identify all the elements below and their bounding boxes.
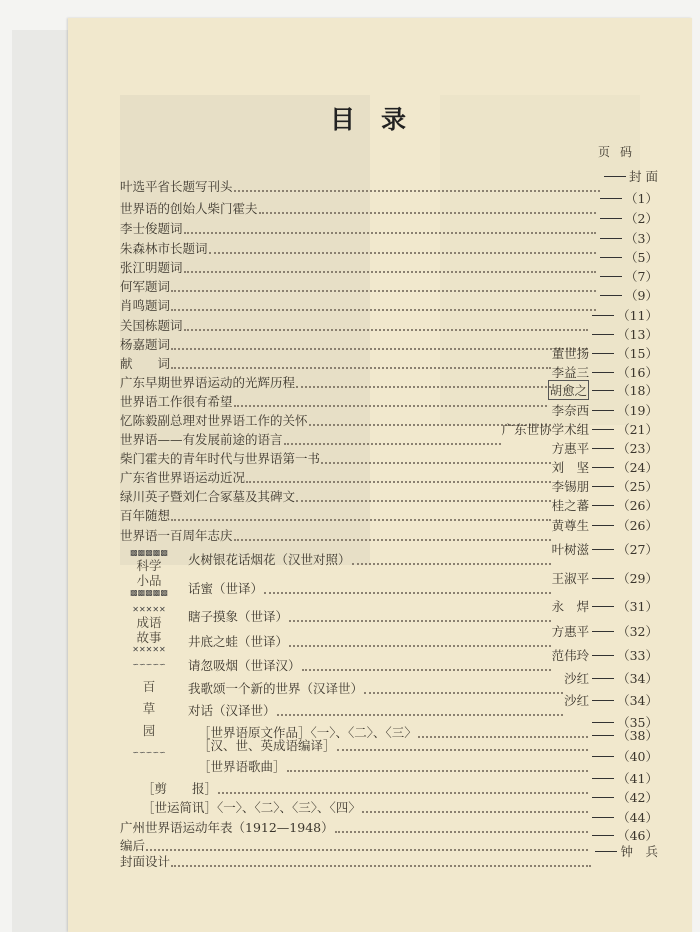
- toc-entry-title: ［世运简讯］〈一〉、〈二〉、〈三〉、〈四〉: [142, 800, 361, 815]
- toc-entry-page: （24）: [617, 460, 658, 475]
- toc-entry-title: 话蜜（世译）: [188, 581, 264, 596]
- toc-entry: [142, 790, 658, 816]
- toc-entry: [120, 288, 658, 314]
- toc-entry-title: 封面设计: [120, 854, 171, 869]
- ornament-icon: ▩▩▩▩▩: [130, 588, 168, 597]
- toc-entry: [120, 269, 658, 295]
- toc-entry-title: 我歌颂一个新的世界（汉译世）: [188, 681, 364, 696]
- toc-entry-ref: [597, 189, 658, 207]
- toc-entry-title: 井底之蛙（世译）: [188, 634, 289, 649]
- dash: [600, 295, 622, 296]
- toc-entry-title: 朱森林市长题词: [120, 241, 208, 256]
- toc-entry-ref: [552, 439, 658, 457]
- toc-entry-author: 方惠平: [551, 441, 590, 456]
- dot-leader: [171, 367, 551, 369]
- toc-entry-ref: [589, 306, 658, 324]
- toc-entry-page: （31）: [617, 599, 658, 614]
- dash: [600, 218, 622, 219]
- toc-entry-ref: [552, 622, 658, 640]
- dot-leader: [246, 481, 551, 483]
- toc-entry-page: （26）: [617, 498, 658, 513]
- toc-entry-title: 火树银花话烟花（汉世对照）: [188, 552, 351, 567]
- dash: [592, 631, 614, 632]
- toc-entry-ref: [552, 516, 658, 534]
- toc-entry-page: （15）: [617, 346, 658, 361]
- toc-entry-author: 王淑平: [551, 571, 590, 586]
- toc-entry: [188, 693, 658, 719]
- toc-entry-page: 封 面: [629, 169, 658, 184]
- toc-entry-ref: [589, 325, 658, 343]
- toc-entry-page: （1）: [625, 191, 658, 206]
- toc-entry-title: 肖鸣题词: [120, 298, 171, 313]
- toc-entry-author: 永 焊: [551, 599, 590, 614]
- dash: [592, 525, 614, 526]
- dash: [592, 578, 614, 579]
- section-label-text: 百草园: [142, 679, 156, 738]
- dash: [592, 429, 614, 430]
- toc-entry: [120, 828, 658, 854]
- toc-entry-ref: [597, 248, 658, 266]
- dot-leader: [337, 749, 589, 751]
- dash: [592, 549, 614, 550]
- dash: [592, 817, 614, 818]
- dash: [592, 606, 614, 607]
- dot-leader: [296, 500, 551, 502]
- toc-entry-page: （29）: [617, 571, 658, 586]
- dash: [600, 276, 622, 277]
- toc-entry-author: 桂之蕃: [551, 498, 590, 513]
- toc-entry-page: （3）: [625, 231, 658, 246]
- scan-background-strip: [12, 30, 70, 932]
- toc-entry-page: （26）: [617, 518, 658, 533]
- dot-leader: [302, 669, 551, 671]
- toc-entry-ref: [589, 808, 658, 826]
- toc-entry-author: 胡愈之: [548, 380, 590, 400]
- toc-entry-page: （23）: [617, 441, 658, 456]
- toc-entry-page: （21）: [617, 422, 658, 437]
- dash: [595, 851, 617, 852]
- toc-entry-title: 瞎子摸象（世译）: [188, 609, 289, 624]
- dot-leader: [296, 386, 551, 388]
- toc-entry-ref: [564, 669, 658, 687]
- toc-entry-page: （5）: [625, 250, 658, 265]
- dot-leader: [289, 620, 551, 622]
- toc-entry-page: （40）: [617, 749, 658, 764]
- dash: [592, 655, 614, 656]
- dot-leader: [184, 329, 589, 331]
- toc-entry: [120, 308, 658, 334]
- toc-entry-ref: [552, 458, 658, 476]
- toc-entry-title: ［剪 报］: [142, 781, 218, 796]
- toc-entry-ref: [552, 363, 658, 381]
- dot-leader: [146, 849, 588, 851]
- dot-leader: [289, 645, 551, 647]
- toc-entry-author: 李锡朋: [551, 479, 590, 494]
- toc-entry-title: 编后: [120, 838, 146, 853]
- toc-entry-page: （9）: [625, 288, 658, 303]
- toc-entry-author: 李益三: [551, 365, 590, 380]
- toc-entry-title: ［世界语歌曲］: [198, 759, 286, 774]
- toc-entry-page: （41）: [617, 771, 658, 786]
- ornament-icon: ∽∽∽∽∽: [132, 748, 166, 757]
- dot-leader: [364, 692, 563, 694]
- dash: [592, 700, 614, 701]
- toc-entry-title: 百年随想: [120, 508, 171, 523]
- dash: [600, 238, 622, 239]
- dash: [592, 315, 614, 316]
- toc-entry-page: （27）: [617, 542, 658, 557]
- toc-entry-ref: [589, 788, 658, 806]
- dash: [592, 372, 614, 373]
- page-column-label: 页码: [598, 145, 643, 159]
- toc-entry-page: （46）: [617, 828, 658, 843]
- toc-entry-ref: [552, 477, 658, 495]
- dot-leader: [352, 563, 551, 565]
- toc-entry: [120, 191, 658, 217]
- toc-entry-page: （13）: [617, 327, 658, 342]
- toc-entry-title: 广东早期世界语运动的光辉历程: [120, 375, 296, 390]
- toc-entry-page: （19）: [617, 403, 658, 418]
- dash: [592, 448, 614, 449]
- toc-entry-title: 世界语——有发展前途的语言: [120, 432, 283, 447]
- dash: [592, 353, 614, 354]
- toc-entry-ref: [597, 286, 658, 304]
- dash: [592, 505, 614, 506]
- ornament-icon: ✕✕✕✕✕: [132, 645, 166, 654]
- dash: [592, 467, 614, 468]
- toc-entry-ref: [589, 747, 658, 765]
- toc-entry-title: 献 词: [120, 356, 171, 371]
- page-title: 目录: [330, 105, 433, 134]
- toc-entry-ref: [552, 401, 658, 419]
- toc-entry-ref: [552, 597, 658, 615]
- toc-entry-page: 钟 兵: [620, 844, 658, 859]
- toc-entry-title: 何军题词: [120, 279, 171, 294]
- toc-entry-page: （18）: [617, 383, 658, 398]
- dot-leader: [184, 271, 597, 273]
- dash: [600, 257, 622, 258]
- dot-leader: [234, 405, 547, 407]
- toc-entry-page: （16）: [617, 365, 658, 380]
- toc-entry: [120, 810, 658, 836]
- section-label-text: 科学小品: [136, 558, 162, 588]
- toc-entry-ref: [601, 167, 658, 185]
- dot-leader: [171, 519, 551, 521]
- dash: [604, 176, 626, 177]
- dot-leader: [171, 290, 596, 292]
- toc-entry-ref: [552, 540, 658, 558]
- toc-entry: [120, 250, 658, 276]
- dash: [592, 390, 614, 391]
- toc-entry: [120, 211, 658, 237]
- dash: [592, 797, 614, 798]
- toc-entry-ref: [548, 380, 658, 400]
- toc-entry-author: 广东世协学术组: [501, 422, 590, 437]
- toc-entry-author: 李奈西: [551, 403, 590, 418]
- toc-entry-author: 沙红: [564, 693, 590, 708]
- toc-entry-page: （35）: [617, 715, 658, 730]
- dash: [592, 722, 614, 723]
- toc-entry-author: 范伟玲: [551, 648, 590, 663]
- dot-leader: [171, 348, 588, 350]
- dash: [592, 756, 614, 757]
- toc-entry-title: ［汉、世、英成语编译］: [198, 738, 336, 753]
- ornament-icon: ▩▩▩▩▩: [130, 548, 168, 557]
- dot-leader: [335, 831, 588, 833]
- toc-entry: [188, 571, 658, 597]
- dot-leader: [284, 443, 501, 445]
- toc-entry-ref: [589, 726, 658, 744]
- dash: [592, 778, 614, 779]
- toc-entry-ref: [597, 267, 658, 285]
- dot-leader: [171, 309, 596, 311]
- ornament-icon: ✕✕✕✕✕: [132, 605, 166, 614]
- toc-entry-title: 广州世界语运动年表（1912—1948）: [120, 820, 334, 835]
- section-label-science: [118, 548, 180, 598]
- section-label-garden: [118, 660, 180, 758]
- dot-leader: [218, 792, 588, 794]
- toc-entry-title: 张江明题词: [120, 260, 183, 275]
- dash: [592, 334, 614, 335]
- toc-entry-title: 李士俊题词: [120, 221, 183, 236]
- toc-entry-ref: [592, 842, 658, 860]
- toc-entry-title: 世界语一百周年志庆: [120, 528, 233, 543]
- toc-entry-ref: [552, 344, 658, 362]
- toc-entry-ref: [597, 229, 658, 247]
- toc-entry-ref: [502, 420, 658, 438]
- ornament-icon: ∽∽∽∽∽: [132, 660, 166, 669]
- dot-leader: [209, 252, 597, 254]
- toc-entry-page: （25）: [617, 479, 658, 494]
- dot-leader: [234, 539, 551, 541]
- toc-entry-title: 对话（汉译世）: [188, 703, 276, 718]
- dash: [592, 410, 614, 411]
- toc-entry-title: 关国栋题词: [120, 318, 183, 333]
- toc-entry-ref: [589, 769, 658, 787]
- toc-entry-page: （33）: [617, 648, 658, 663]
- toc-entry-title: 世界语工作很有希望: [120, 394, 233, 409]
- toc-entry-page: （34）: [617, 693, 658, 708]
- toc-entry-page: （11）: [617, 308, 658, 323]
- toc-entry-page: （34）: [617, 671, 658, 686]
- toc-entry-ref: [552, 496, 658, 514]
- toc-entry: [120, 231, 658, 257]
- dot-leader: [259, 212, 597, 214]
- toc-entry-ref: [597, 209, 658, 227]
- toc-entry: [120, 169, 658, 195]
- toc-entry-title: 广东省世界语运动近况: [120, 470, 246, 485]
- dash: [592, 486, 614, 487]
- toc-entry-title: 世界语的创始人柴门霍夫: [120, 201, 258, 216]
- toc-entry-page: （44）: [617, 810, 658, 825]
- toc-entry-page: （42）: [617, 790, 658, 805]
- toc-entry-page: （7）: [625, 269, 658, 284]
- toc-entry-title: 请忽吸烟（世译汉）: [188, 658, 301, 673]
- dot-leader: [234, 190, 601, 192]
- toc-entry-author: 刘 坚: [551, 460, 590, 475]
- toc-entry-author: 方惠平: [551, 624, 590, 639]
- section-label-idioms: [118, 605, 180, 655]
- toc-entry-ref: [552, 646, 658, 664]
- toc-entry-author: 沙红: [564, 671, 590, 686]
- toc-entry-ref: [552, 569, 658, 587]
- toc-entry: [188, 542, 658, 568]
- dot-leader: [264, 592, 551, 594]
- toc-entry-title: ［世界语原文作品］〈一〉、〈二〉、〈三〉: [198, 725, 417, 740]
- dot-leader: [287, 770, 589, 772]
- toc-entry-title: 杨嘉题词: [120, 337, 171, 352]
- dot-leader: [171, 865, 591, 867]
- toc-entry-author: 董世扬: [551, 346, 590, 361]
- dash: [592, 735, 614, 736]
- toc-entry-author: 叶树滋: [551, 542, 590, 557]
- dot-leader: [184, 232, 597, 234]
- toc-entry-title: 绿川英子暨刘仁合冢墓及其碑文: [120, 489, 296, 504]
- toc-entry-page: （32）: [617, 624, 658, 639]
- toc-entry-page: （38）: [617, 728, 658, 743]
- toc-entry-page: （2）: [625, 211, 658, 226]
- dot-leader: [277, 714, 564, 716]
- toc-entry-title: 叶选平省长题写刊头: [120, 179, 233, 194]
- toc-entry-ref: [564, 691, 658, 709]
- toc-entry: [142, 771, 658, 797]
- toc-entry-author: 黄尊生: [551, 518, 590, 533]
- dash: [592, 678, 614, 679]
- dot-leader: [321, 462, 551, 464]
- toc-entry-title: 柴门霍夫的青年时代与世界语第一书: [120, 451, 321, 466]
- dash: [600, 198, 622, 199]
- section-label-text: 成语故事: [136, 615, 162, 645]
- dot-leader: [362, 811, 588, 813]
- toc-entry-title: 忆陈毅副总理对世界语工作的关怀: [120, 413, 308, 428]
- dash: [592, 835, 614, 836]
